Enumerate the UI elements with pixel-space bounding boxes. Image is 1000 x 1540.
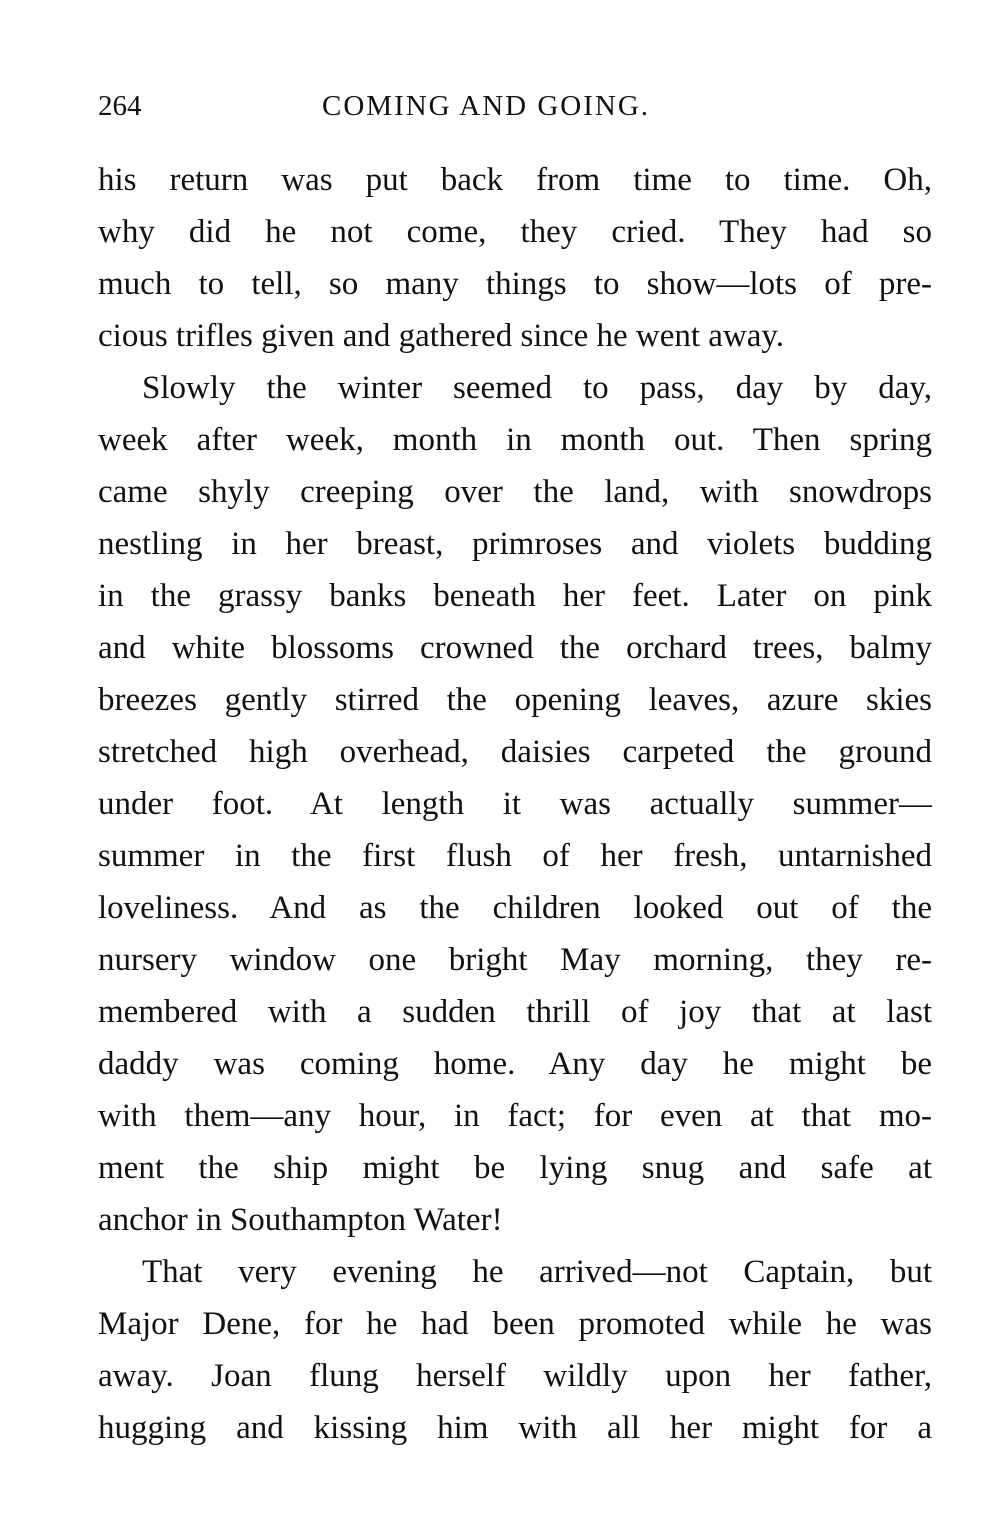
text-line: daddy was coming home. Any day he might be xyxy=(98,1046,932,1082)
text-line: summer in the first flush of her fresh, untarnished xyxy=(98,838,932,874)
text-line: Slowly the winter seemed to pass, day by day, xyxy=(142,370,932,406)
text-line: and white blossoms crowned the orchard trees, balmy xyxy=(98,630,932,666)
paragraph-2 xyxy=(98,362,932,1246)
text-line: Major Dene, for he had been promoted while he was xyxy=(98,1306,932,1342)
paragraph-1 xyxy=(98,154,932,362)
page-number: 264 xyxy=(98,90,142,122)
text-line: hugging and kissing him with all her might for a xyxy=(98,1410,932,1446)
text-line: stretched high overhead, daisies carpeted the ground xyxy=(98,734,932,770)
text-line: his return was put back from time to time. Oh, xyxy=(98,162,932,198)
body-text xyxy=(98,154,932,1454)
paragraph-3 xyxy=(98,1246,932,1454)
text-line: came shyly creeping over the land, with snowdrops xyxy=(98,474,932,510)
text-line: anchor in Southampton Water! xyxy=(98,1202,503,1238)
running-title: COMING AND GOING. xyxy=(322,90,651,122)
text-line: under foot. At length it was actually summer— xyxy=(98,786,932,822)
text-line: ment the ship might be lying snug and safe at xyxy=(98,1150,932,1186)
text-line: loveliness. And as the children looked out of the xyxy=(98,890,932,926)
text-line: breezes gently stirred the opening leaves, azure skies xyxy=(98,682,932,718)
text-line: much to tell, so many things to show—lots of pre- xyxy=(98,266,932,302)
text-line: nursery window one bright May morning, they re- xyxy=(98,942,932,978)
text-line: away. Joan flung herself wildly upon her father, xyxy=(98,1358,932,1394)
text-line: membered with a sudden thrill of joy that at last xyxy=(98,994,932,1030)
text-line: nestling in her breast, primroses and violets budding xyxy=(98,526,932,562)
running-head xyxy=(98,86,710,126)
text-line: That very evening he arrived—not Captain, but xyxy=(142,1254,932,1290)
text-line: cious trifles given and gathered since he went away. xyxy=(98,318,785,354)
text-line: with them—any hour, in fact; for even at that mo- xyxy=(98,1098,932,1134)
text-line: week after week, month in month out. Then spring xyxy=(98,422,932,458)
text-line: why did he not come, they cried. They had so xyxy=(98,214,932,250)
text-line: in the grassy banks beneath her feet. Later on pink xyxy=(98,578,932,614)
